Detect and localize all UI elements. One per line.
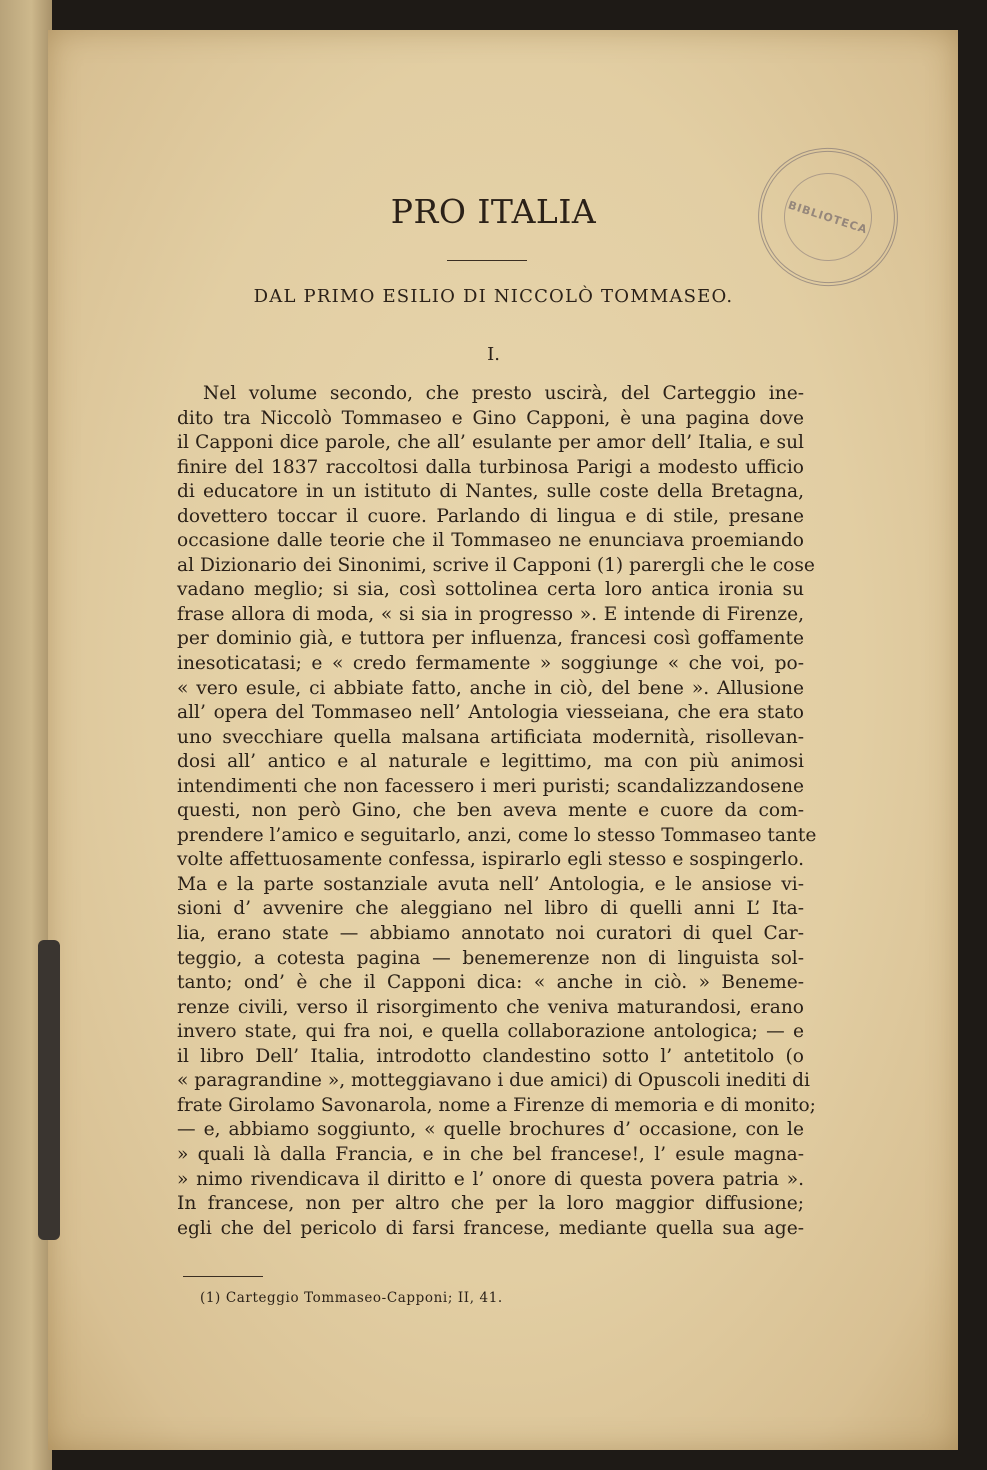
body-line: di educatore in un istituto di Nantes, sulle coste della Bretagna, [177,481,804,503]
body-line: finire del 1837 raccoltosi dalla turbinosa Parigi a modesto ufficio [177,456,804,478]
body-line: all’ opera del Tommaseo nell’ Antologia viesseiana, che era stato [177,702,804,724]
body-line: — e, abbiamo soggiunto, « quelle brochures d’ occasione, con le [177,1119,804,1141]
footnote-divider [183,1276,263,1277]
body-line: invero state, qui fra noi, e quella collaborazione antologica; — e [177,1021,804,1043]
body-line: questi, non però Gino, che ben aveva mente e cuore da com- [177,800,804,822]
body-line: teggio, a cotesta pagina — benemerenze non di linguista sol- [177,947,804,969]
body-line: vadano meglio; si sia, così sottolinea certa loro antica ironia su [177,579,804,601]
body-line: dosi all’ antico e al naturale e legittimo, ma con più animosi [177,751,804,773]
body-line: volte affettuosamente confessa, ispirarlo egli stesso e sospingerlo. [177,849,804,871]
body-line: Nel volume secondo, che presto uscirà, del Carteggio ine- [203,383,804,404]
body-paragraph [177,382,817,1241]
body-line: frase allora di moda, « si sia in progresso ». E intende di Firenze, [177,603,804,625]
body-line: occasione dalle teorie che il Tommaseo ne enunciava proemiando [177,530,804,552]
body-line: per dominio già, e tuttora per influenza, francesi così goffamente [177,628,804,650]
binding-thread [38,940,60,1240]
page-title: PRO ITALIA [390,192,597,231]
body-line: « paragrandine », motteggiavano i due amici) di Opuscoli inediti di [177,1070,810,1092]
page-subtitle: DAL PRIMO ESILIO DI NICCOLÒ TOMMASEO. [253,286,734,307]
body-line: inesoticatasi; e « credo fermamente » soggiunge « che voi, po- [177,653,804,675]
body-line: uno svecchiare quella malsana artificiata modernità, risollevan- [177,726,804,748]
body-line: » nimo rivendicava il diritto e l’ onore di questa povera patria ». [177,1168,804,1190]
body-line: tanto; ond’ è che il Capponi dica: « anche in ciò. » Beneme- [177,972,804,994]
body-line: » quali là dalla Francia, e in che bel francese!, l’ esule magna- [177,1143,804,1165]
body-line: dovettero toccar il cuore. Parlando di lingua e di stile, presane [177,505,804,527]
library-stamp-text: BIBLIOTECA [773,162,884,273]
body-line: al Dizionario dei Sinonimi, scrive il Capponi (1) parergli che le cose [177,554,815,576]
body-line: renze civili, verso il risorgimento che veniva maturandosi, erano [177,996,804,1018]
body-line: « vero esule, ci abbiate fatto, anche in ciò, del bene ». Allusione [177,677,804,699]
body-line: dito tra Niccolò Tommaseo e Gino Capponi, è una pagina dove [177,407,804,429]
footnote: (1) Carteggio Tommaseo-Capponi; II, 41. [200,1290,503,1306]
body-line: In francese, non per altro che per la loro maggior diffusione; [177,1193,804,1215]
body-line: il libro Dell’ Italia, introdotto clandestino sotto l’ antetitolo (o [177,1045,804,1067]
body-line: sioni d’ avvenire che aleggiano nel libro di quelli anni L’ Ita- [177,898,804,920]
body-line: lia, erano state — abbiamo annotato noi curatori di quel Car- [177,923,804,945]
body-line: Ma e la parte sostanziale avuta nell’ Antologia, e le ansiose vi- [177,873,804,895]
title-divider [447,260,527,261]
body-line: il Capponi dice parole, che all’ esulante per amor dell’ Italia, e sul [177,432,804,454]
body-line: prendere l’amico e seguitarlo, anzi, come lo stesso Tommaseo tante [177,824,817,846]
section-number: I. [487,344,500,365]
body-line: intendimenti che non facessero i meri puristi; scandalizzandosene [177,775,804,797]
body-line: egli che del pericolo di farsi francese, mediante quella sua age- [177,1217,804,1239]
body-line: frate Girolamo Savonarola, nome a Firenze di memoria e di monito; [177,1094,816,1116]
